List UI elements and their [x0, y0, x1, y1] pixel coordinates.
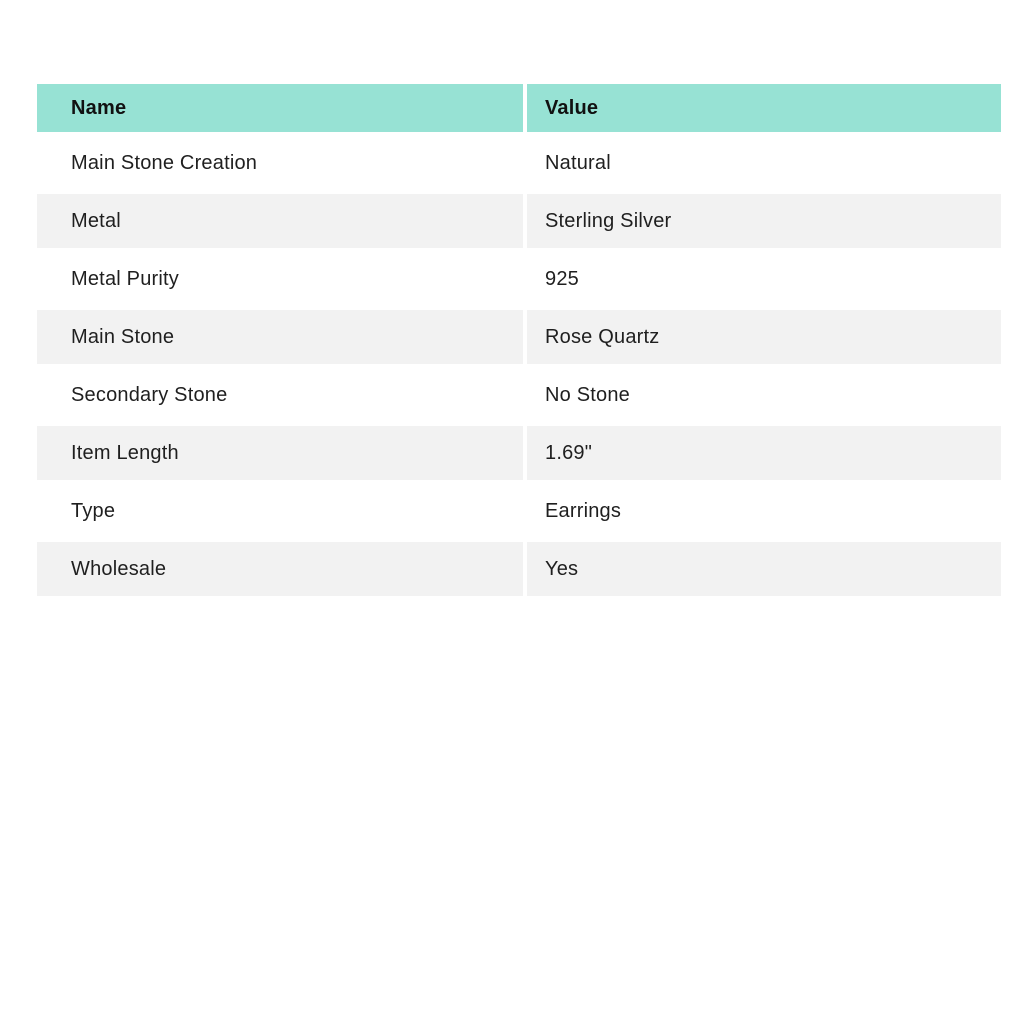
product-specs-table: [37, 84, 1001, 596]
column-header-name: Name: [37, 84, 523, 132]
spec-name-item-length: Item Length: [37, 426, 523, 480]
spec-value-wholesale: Yes: [527, 542, 1001, 596]
spec-name-metal: Metal: [37, 194, 523, 248]
spec-value-secondary-stone: No Stone: [527, 368, 1001, 422]
spec-value-main-stone-creation: Natural: [527, 136, 1001, 190]
spec-value-main-stone: Rose Quartz: [527, 310, 1001, 364]
spec-value-metal-purity: 925: [527, 252, 1001, 306]
spec-name-main-stone: Main Stone: [37, 310, 523, 364]
spec-name-main-stone-creation: Main Stone Creation: [37, 136, 523, 190]
spec-value-type: Earrings: [527, 484, 1001, 538]
spec-name-secondary-stone: Secondary Stone: [37, 368, 523, 422]
spec-name-metal-purity: Metal Purity: [37, 252, 523, 306]
column-header-value: Value: [527, 84, 1001, 132]
spec-value-item-length: 1.69": [527, 426, 1001, 480]
spec-name-type: Type: [37, 484, 523, 538]
spec-value-metal: Sterling Silver: [527, 194, 1001, 248]
spec-name-wholesale: Wholesale: [37, 542, 523, 596]
